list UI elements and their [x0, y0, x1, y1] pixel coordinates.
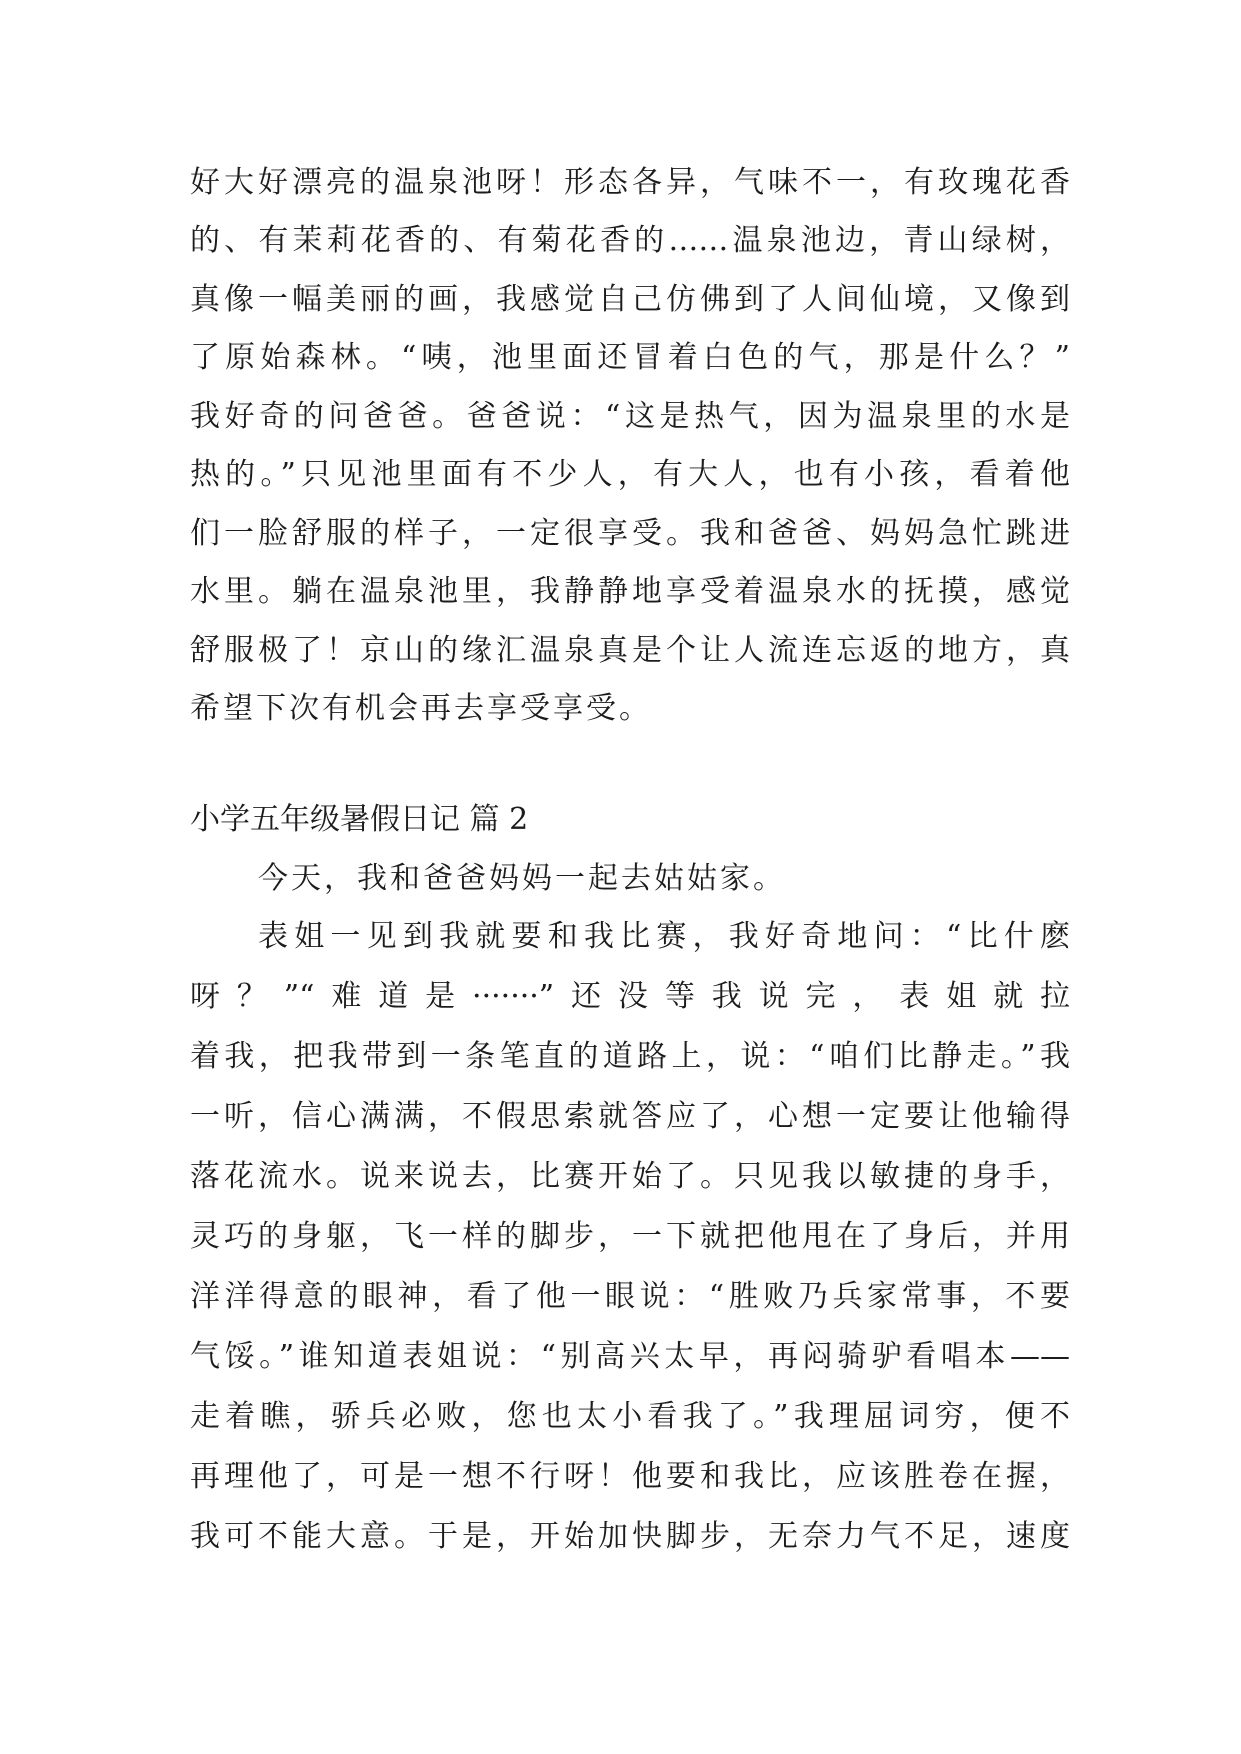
body-text-line: 我可不能大意。于是，开始加快脚步，无奈力气不足，速度 [190, 1519, 1070, 1554]
body-text-line: 希望下次有机会再去享受享受。 [190, 691, 652, 726]
body-text-line: 灵巧的身躯，飞一样的脚步，一下就把他甩在了身后，并用 [190, 1219, 1070, 1254]
body-text-line: 呀？”“难道是·······”还没等我说完，表姐就拉 [190, 979, 1070, 1014]
section-heading: 小学五年级暑假日记 篇 2 [190, 802, 529, 837]
body-text-line: 舒服极了！京山的缘汇温泉真是个让人流连忘返的地方，真 [190, 633, 1070, 668]
body-text-line: 我好奇的问爸爸。爸爸说：“这是热气，因为温泉里的水是 [190, 399, 1070, 434]
body-text-line: 了原始森林。“咦，池里面还冒着白色的气，那是什么？” [190, 340, 1070, 375]
body-text-line: 水里。躺在温泉池里，我静静地享受着温泉水的抚摸，感觉 [190, 574, 1070, 609]
body-text-line: 热的。”只见池里面有不少人，有大人，也有小孩，看着他 [190, 457, 1070, 492]
body-text-line: 再理他了，可是一想不行呀！他要和我比，应该胜卷在握， [190, 1459, 1070, 1494]
body-text-line: 走着瞧，骄兵必败，您也太小看我了。”我理屈词穷，便不 [190, 1399, 1070, 1434]
body-text-line: 表姐一见到我就要和我比赛，我好奇地问：“比什麽 [258, 919, 1070, 954]
body-text-line: 着我，把我带到一条笔直的道路上，说：“咱们比静走。”我 [190, 1039, 1070, 1074]
body-text-line: 真像一幅美丽的画，我感觉自己仿佛到了人间仙境，又像到 [190, 282, 1070, 317]
body-text-line: 气馁。”谁知道表姐说：“别高兴太早，再闷骑驴看唱本—— [190, 1339, 1070, 1374]
body-text-line: 今天，我和爸爸妈妈一起去姑姑家。 [258, 861, 786, 896]
body-text-line: 一听，信心满满，不假思索就答应了，心想一定要让他输得 [190, 1099, 1070, 1134]
body-text-line: 好大好漂亮的温泉池呀！形态各异，气味不一，有玫瑰花香 [190, 165, 1070, 200]
body-text-line: 落花流水。说来说去，比赛开始了。只见我以敏捷的身手， [190, 1159, 1070, 1194]
body-text-line: 洋洋得意的眼神，看了他一眼说：“胜败乃兵家常事，不要 [190, 1279, 1070, 1314]
body-text-line: 的、有茉莉花香的、有菊花香的……温泉池边，青山绿树， [190, 223, 1070, 258]
body-text-line: 们一脸舒服的样子，一定很享受。我和爸爸、妈妈急忙跳进 [190, 516, 1070, 551]
